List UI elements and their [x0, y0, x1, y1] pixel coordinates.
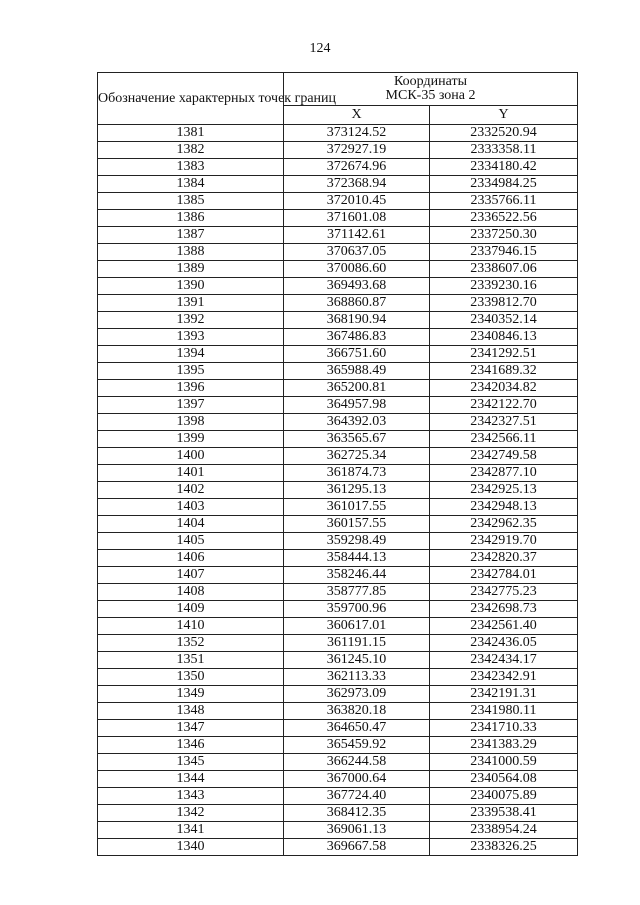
- table-row: [98, 278, 578, 295]
- point-number-cell: 1349: [98, 686, 284, 703]
- point-number-cell: 1396: [98, 380, 284, 397]
- table-row: [98, 329, 578, 346]
- table-row: [98, 601, 578, 618]
- y-coordinate-cell: 2338607.06: [430, 261, 578, 278]
- table-row: [98, 652, 578, 669]
- point-number-cell: 1397: [98, 397, 284, 414]
- x-coordinate-cell: 365200.81: [284, 380, 430, 397]
- table-row: [98, 346, 578, 363]
- x-coordinate-cell: 365459.92: [284, 737, 430, 754]
- y-coordinate-cell: 2338326.25: [430, 839, 578, 856]
- point-number-cell: 1403: [98, 499, 284, 516]
- table-row: [98, 312, 578, 329]
- header-x: X: [284, 106, 430, 125]
- table-row: [98, 414, 578, 431]
- y-coordinate-cell: 2342566.11: [430, 431, 578, 448]
- y-coordinate-cell: 2342877.10: [430, 465, 578, 482]
- y-coordinate-cell: 2341710.33: [430, 720, 578, 737]
- point-number-cell: 1392: [98, 312, 284, 329]
- x-coordinate-cell: 361245.10: [284, 652, 430, 669]
- table-row: [98, 210, 578, 227]
- x-coordinate-cell: 371601.08: [284, 210, 430, 227]
- point-number-cell: 1348: [98, 703, 284, 720]
- x-coordinate-cell: 368860.87: [284, 295, 430, 312]
- x-coordinate-cell: 364650.47: [284, 720, 430, 737]
- table-row: [98, 516, 578, 533]
- x-coordinate-cell: 372368.94: [284, 176, 430, 193]
- x-coordinate-cell: 363565.67: [284, 431, 430, 448]
- table-row: [98, 669, 578, 686]
- x-coordinate-cell: 369667.58: [284, 839, 430, 856]
- point-number-cell: 1394: [98, 346, 284, 363]
- point-number-cell: 1346: [98, 737, 284, 754]
- point-number-cell: 1351: [98, 652, 284, 669]
- table-body: [98, 125, 578, 856]
- x-coordinate-cell: 362113.33: [284, 669, 430, 686]
- header-coordinates-title: Координаты: [394, 74, 467, 89]
- table-row: [98, 567, 578, 584]
- y-coordinate-cell: 2339230.16: [430, 278, 578, 295]
- point-number-cell: 1347: [98, 720, 284, 737]
- header-point-designation: Обозначение характерных точек границ: [98, 73, 284, 125]
- point-number-cell: 1340: [98, 839, 284, 856]
- point-number-cell: 1391: [98, 295, 284, 312]
- y-coordinate-cell: 2333358.11: [430, 142, 578, 159]
- table-row: [98, 771, 578, 788]
- y-coordinate-cell: 2342784.01: [430, 567, 578, 584]
- x-coordinate-cell: 366244.58: [284, 754, 430, 771]
- point-number-cell: 1402: [98, 482, 284, 499]
- point-number-cell: 1344: [98, 771, 284, 788]
- table-row: [98, 448, 578, 465]
- table-row: [98, 397, 578, 414]
- y-coordinate-cell: 2342925.13: [430, 482, 578, 499]
- x-coordinate-cell: 363820.18: [284, 703, 430, 720]
- y-coordinate-cell: 2334180.42: [430, 159, 578, 176]
- y-coordinate-cell: 2342034.82: [430, 380, 578, 397]
- y-coordinate-cell: 2342561.40: [430, 618, 578, 635]
- x-coordinate-cell: 372010.45: [284, 193, 430, 210]
- point-number-cell: 1381: [98, 125, 284, 142]
- y-coordinate-cell: 2342436.05: [430, 635, 578, 652]
- point-number-cell: 1382: [98, 142, 284, 159]
- x-coordinate-cell: 367000.64: [284, 771, 430, 788]
- table-row: [98, 703, 578, 720]
- x-coordinate-cell: 359298.49: [284, 533, 430, 550]
- point-number-cell: 1389: [98, 261, 284, 278]
- y-coordinate-cell: 2335766.11: [430, 193, 578, 210]
- point-number-cell: 1345: [98, 754, 284, 771]
- x-coordinate-cell: 371142.61: [284, 227, 430, 244]
- x-coordinate-cell: 370086.60: [284, 261, 430, 278]
- coordinates-table: [97, 72, 578, 856]
- x-coordinate-cell: 361295.13: [284, 482, 430, 499]
- y-coordinate-cell: 2339812.70: [430, 295, 578, 312]
- table-row: [98, 822, 578, 839]
- y-coordinate-cell: 2342342.91: [430, 669, 578, 686]
- x-coordinate-cell: 372927.19: [284, 142, 430, 159]
- x-coordinate-cell: 361874.73: [284, 465, 430, 482]
- table-row: [98, 431, 578, 448]
- y-coordinate-cell: 2340075.89: [430, 788, 578, 805]
- table-row: [98, 261, 578, 278]
- x-coordinate-cell: 367486.83: [284, 329, 430, 346]
- table-row: [98, 737, 578, 754]
- x-coordinate-cell: 361017.55: [284, 499, 430, 516]
- point-number-cell: 1341: [98, 822, 284, 839]
- y-coordinate-cell: 2342698.73: [430, 601, 578, 618]
- point-number-cell: 1410: [98, 618, 284, 635]
- y-coordinate-cell: 2332520.94: [430, 125, 578, 142]
- table-row: [98, 805, 578, 822]
- point-number-cell: 1399: [98, 431, 284, 448]
- x-coordinate-cell: 361191.15: [284, 635, 430, 652]
- point-number-cell: 1398: [98, 414, 284, 431]
- y-coordinate-cell: 2342749.58: [430, 448, 578, 465]
- point-number-cell: 1386: [98, 210, 284, 227]
- header-y: Y: [430, 106, 578, 125]
- y-coordinate-cell: 2338954.24: [430, 822, 578, 839]
- point-number-cell: 1387: [98, 227, 284, 244]
- table-row: [98, 499, 578, 516]
- table-row: [98, 720, 578, 737]
- y-coordinate-cell: 2342191.31: [430, 686, 578, 703]
- y-coordinate-cell: 2342122.70: [430, 397, 578, 414]
- point-number-cell: 1408: [98, 584, 284, 601]
- table-row: [98, 482, 578, 499]
- y-coordinate-cell: 2334984.25: [430, 176, 578, 193]
- table-row: [98, 295, 578, 312]
- point-number-cell: 1352: [98, 635, 284, 652]
- x-coordinate-cell: 367724.40: [284, 788, 430, 805]
- point-number-cell: 1385: [98, 193, 284, 210]
- page-number: 124: [309, 41, 331, 56]
- y-coordinate-cell: 2342434.17: [430, 652, 578, 669]
- x-coordinate-cell: 373124.52: [284, 125, 430, 142]
- y-coordinate-cell: 2341980.11: [430, 703, 578, 720]
- point-number-cell: 1400: [98, 448, 284, 465]
- table-row: [98, 839, 578, 856]
- table-row: [98, 159, 578, 176]
- x-coordinate-cell: 368190.94: [284, 312, 430, 329]
- y-coordinate-cell: 2342327.51: [430, 414, 578, 431]
- table-row: [98, 363, 578, 380]
- y-coordinate-cell: 2337250.30: [430, 227, 578, 244]
- point-number-cell: 1343: [98, 788, 284, 805]
- point-number-cell: 1406: [98, 550, 284, 567]
- y-coordinate-cell: 2337946.15: [430, 244, 578, 261]
- point-number-cell: 1404: [98, 516, 284, 533]
- y-coordinate-cell: 2342820.37: [430, 550, 578, 567]
- y-coordinate-cell: 2341000.59: [430, 754, 578, 771]
- table-row: [98, 125, 578, 142]
- point-number-cell: 1409: [98, 601, 284, 618]
- y-coordinate-cell: 2341383.29: [430, 737, 578, 754]
- x-coordinate-cell: 359700.96: [284, 601, 430, 618]
- point-number-cell: 1342: [98, 805, 284, 822]
- table-row: [98, 584, 578, 601]
- y-coordinate-cell: 2339538.41: [430, 805, 578, 822]
- x-coordinate-cell: 369061.13: [284, 822, 430, 839]
- x-coordinate-cell: 358777.85: [284, 584, 430, 601]
- x-coordinate-cell: 370637.05: [284, 244, 430, 261]
- y-coordinate-cell: 2342962.35: [430, 516, 578, 533]
- x-coordinate-cell: 360157.55: [284, 516, 430, 533]
- table-header: [98, 73, 578, 125]
- point-number-cell: 1395: [98, 363, 284, 380]
- y-coordinate-cell: 2342775.23: [430, 584, 578, 601]
- table-row: [98, 754, 578, 771]
- y-coordinate-cell: 2342948.13: [430, 499, 578, 516]
- point-number-cell: 1393: [98, 329, 284, 346]
- x-coordinate-cell: 372674.96: [284, 159, 430, 176]
- y-coordinate-cell: 2341689.32: [430, 363, 578, 380]
- y-coordinate-cell: 2340846.13: [430, 329, 578, 346]
- table-row: [98, 533, 578, 550]
- table-row: [98, 465, 578, 482]
- table-row: [98, 635, 578, 652]
- y-coordinate-cell: 2336522.56: [430, 210, 578, 227]
- table-row: [98, 142, 578, 159]
- y-coordinate-cell: 2342919.70: [430, 533, 578, 550]
- table-row: [98, 618, 578, 635]
- x-coordinate-cell: 362973.09: [284, 686, 430, 703]
- table-row: [98, 550, 578, 567]
- point-number-cell: 1401: [98, 465, 284, 482]
- x-coordinate-cell: 358444.13: [284, 550, 430, 567]
- y-coordinate-cell: 2340564.08: [430, 771, 578, 788]
- table-row: [98, 686, 578, 703]
- header-coordinate-system: МСК-35 зона 2: [385, 88, 476, 103]
- table-row: [98, 227, 578, 244]
- table-row: [98, 244, 578, 261]
- x-coordinate-cell: 362725.34: [284, 448, 430, 465]
- y-coordinate-cell: 2341292.51: [430, 346, 578, 363]
- x-coordinate-cell: 368412.35: [284, 805, 430, 822]
- x-coordinate-cell: 364392.03: [284, 414, 430, 431]
- point-number-cell: 1384: [98, 176, 284, 193]
- y-coordinate-cell: 2340352.14: [430, 312, 578, 329]
- point-number-cell: 1388: [98, 244, 284, 261]
- point-number-cell: 1407: [98, 567, 284, 584]
- table-row: [98, 380, 578, 397]
- x-coordinate-cell: 358246.44: [284, 567, 430, 584]
- table-row: [98, 788, 578, 805]
- x-coordinate-cell: 365988.49: [284, 363, 430, 380]
- x-coordinate-cell: 360617.01: [284, 618, 430, 635]
- table-row: [98, 176, 578, 193]
- table-row: [98, 193, 578, 210]
- point-number-cell: 1383: [98, 159, 284, 176]
- point-number-cell: 1405: [98, 533, 284, 550]
- point-number-cell: 1350: [98, 669, 284, 686]
- point-number-cell: 1390: [98, 278, 284, 295]
- x-coordinate-cell: 364957.98: [284, 397, 430, 414]
- x-coordinate-cell: 366751.60: [284, 346, 430, 363]
- x-coordinate-cell: 369493.68: [284, 278, 430, 295]
